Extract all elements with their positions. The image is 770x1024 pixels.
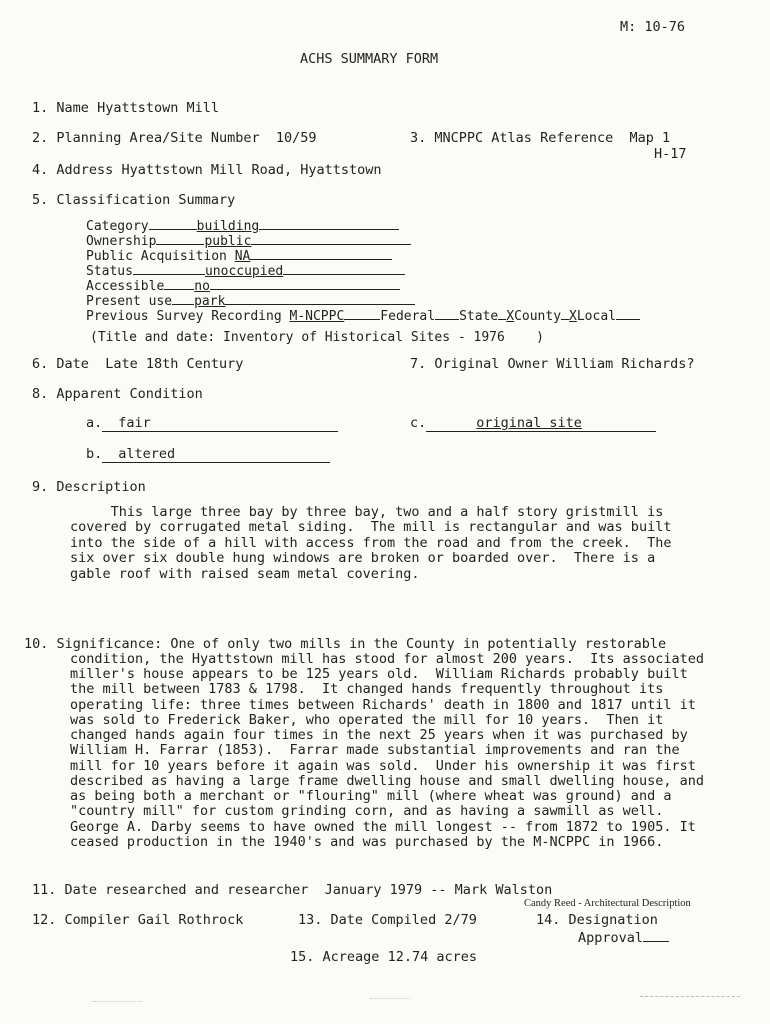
item-number: 5. — [32, 192, 49, 208]
item-11 — [32, 883, 552, 898]
compiler-label: Compiler — [64, 912, 130, 928]
item-number: 7. — [410, 356, 427, 372]
date-compiled-label: Date Compiled — [330, 912, 437, 928]
description-line: gable roof with raised seam metal covering. — [70, 566, 420, 582]
item-2 — [32, 131, 317, 146]
item-10 — [24, 637, 666, 652]
condition-c — [410, 416, 656, 432]
previous-survey-label: Previous Survey Recording — [86, 309, 282, 324]
category-label: Category — [86, 219, 149, 234]
item-15 — [290, 950, 477, 965]
description-line: into the side of a hill with access from the road and from the creek. The — [70, 535, 672, 551]
title-and-date: (Title and date: Inventory of Historical Sites - 1976 ) — [90, 330, 544, 345]
significance-line: was sold to Frederick Baker, who operated the mill for 10 years. Then it — [70, 712, 664, 728]
status-label: Status — [86, 264, 133, 279]
form-code: M: 10-76 — [620, 19, 686, 35]
item-13 — [298, 913, 477, 928]
scan-artifact — [370, 998, 410, 999]
condition-b-label: b. — [86, 446, 103, 462]
designation-label: Designation — [568, 912, 658, 928]
item-number: 15. — [290, 949, 315, 965]
original-owner-label: Original Owner — [434, 356, 549, 372]
item-number: 4. — [32, 162, 49, 178]
item-9 — [32, 480, 146, 495]
acreage-label: Acreage — [322, 949, 380, 965]
significance-label: Significance: — [56, 636, 163, 652]
scan-artifact — [640, 996, 740, 997]
accessible-value: no — [194, 279, 210, 294]
item-number: 9. — [32, 479, 49, 495]
researcher-note: Candy Reed - Architectural Description — [524, 898, 691, 909]
accessible-label: Accessible — [86, 279, 165, 294]
planning-area-label: Planning Area/Site Number — [56, 130, 260, 146]
item-number: 10. — [24, 636, 49, 652]
description-line: covered by corrugated metal siding. The mill is rectangular and was built — [70, 519, 672, 535]
local-label: Local — [576, 309, 616, 324]
description-line: This large three bay by three bay, two and a half story gristmill is — [70, 504, 664, 520]
significance-line: changed hands again four times in the next 25 years when it was purchased by — [70, 727, 688, 743]
item-4 — [32, 163, 382, 178]
approval-label: Approval — [578, 930, 644, 946]
condition-c-label: c. — [410, 415, 427, 431]
condition-b — [86, 447, 330, 463]
original-owner-value: William Richards? — [556, 356, 695, 372]
item-14 — [536, 913, 658, 928]
item-number: 12. — [32, 912, 57, 928]
significance-line: condition, the Hyattstown mill has stood for almost 200 years. Its associated — [70, 651, 704, 667]
item-6 — [32, 357, 243, 372]
acquisition-value: NA — [234, 249, 251, 264]
ownership-value: public — [204, 234, 252, 249]
previous-survey-row — [86, 307, 640, 324]
atlas-reference-label: MNCPPC Atlas Reference — [434, 130, 614, 146]
county-mark: X — [569, 309, 577, 324]
condition-a-label: a. — [86, 415, 103, 431]
item-3 — [410, 131, 670, 146]
condition-b-value: altered — [118, 446, 176, 462]
county-label: County — [514, 309, 562, 324]
previous-survey-value: M-NCPPC — [289, 309, 345, 324]
compiler-value: Gail Rothrock — [137, 912, 244, 928]
date-compiled-value: 2/79 — [444, 912, 477, 928]
item-12 — [32, 913, 243, 928]
significance-line: described as having a large frame dwelling house and small dwelling house, and — [70, 773, 704, 789]
significance-line: One of only two mills in the County in potentially restorable — [170, 636, 667, 652]
item-number: 14. — [536, 912, 561, 928]
name-label: Name — [56, 100, 89, 116]
present-use-value: park — [194, 294, 226, 309]
significance-line: William H. Farrar (1853). Farrar made substantial improvements and ran the — [70, 742, 680, 758]
significance-line: George A. Darby seems to have owned the mill longest -- from 1872 to 1905. It — [70, 819, 696, 835]
approval-row — [578, 929, 669, 946]
condition-c-value: original site — [476, 415, 582, 431]
researched-label: Date researched and researcher — [64, 882, 309, 898]
item-number: 8. — [32, 386, 49, 402]
significance-line: as being both a merchant or "flouring" mill (where wheat was ground) and a — [70, 788, 672, 804]
condition-label: Apparent Condition — [56, 386, 203, 402]
acreage-value: 12.74 acres — [387, 949, 477, 965]
researched-value: January 1979 -- Mark Walston — [324, 882, 553, 898]
form-title: ACHS SUMMARY FORM — [300, 51, 439, 67]
item-7 — [410, 357, 695, 372]
scan-artifact — [92, 1001, 142, 1002]
description-line: six over six double hung windows are broken or boarded over. There is a — [70, 550, 656, 566]
state-label: State — [459, 309, 499, 324]
item-number: 6. — [32, 356, 49, 372]
classification-label: Classification Summary — [56, 192, 236, 208]
significance-line: mill for 10 years before it again was sold. Under his ownership it was first — [70, 758, 696, 774]
item-number: 1. — [32, 100, 49, 116]
item-5 — [32, 193, 235, 208]
federal-label: Federal — [380, 309, 436, 324]
significance-line: the mill between 1783 & 1798. It changed hands frequently throughout its — [70, 681, 664, 697]
condition-a — [86, 416, 338, 432]
atlas-map-value: Map 1 — [629, 130, 671, 146]
date-label: Date — [56, 356, 89, 372]
address-label: Address — [56, 162, 114, 178]
present-use-label: Present use — [86, 294, 173, 309]
item-number: 11. — [32, 882, 57, 898]
item-1 — [32, 101, 219, 116]
acquisition-label: Public Acquisition — [86, 249, 227, 264]
significance-line: ceased production in the 1940's and was purchased by the M-NCPPC in 1966. — [70, 834, 664, 850]
item-8 — [32, 387, 203, 402]
name-value: Hyattstown Mill — [97, 100, 219, 116]
item-number: 3. — [410, 130, 427, 146]
significance-line: operating life: three times between Richards' death in 1800 and 1817 until it — [70, 697, 696, 713]
atlas-grid-value: H-17 — [654, 146, 687, 162]
state-mark: X — [506, 309, 515, 324]
planning-area-value: 10/59 — [275, 130, 317, 146]
item-number: 2. — [32, 130, 49, 146]
item-number: 13. — [298, 912, 323, 928]
ownership-label: Ownership — [86, 234, 157, 249]
significance-line: "country mill" for custom grinding corn, and as having a sawmill as well. — [70, 803, 664, 819]
status-value: unoccupied — [204, 264, 284, 279]
condition-a-value: fair — [118, 415, 151, 431]
significance-line: miller's house appears to be 125 years old. William Richards probably built — [70, 666, 688, 682]
address-value: Hyattstown Mill Road, Hyattstown — [121, 162, 382, 178]
date-value: Late 18th Century — [105, 356, 244, 372]
category-value: building — [196, 219, 260, 234]
description-label: Description — [56, 479, 146, 495]
